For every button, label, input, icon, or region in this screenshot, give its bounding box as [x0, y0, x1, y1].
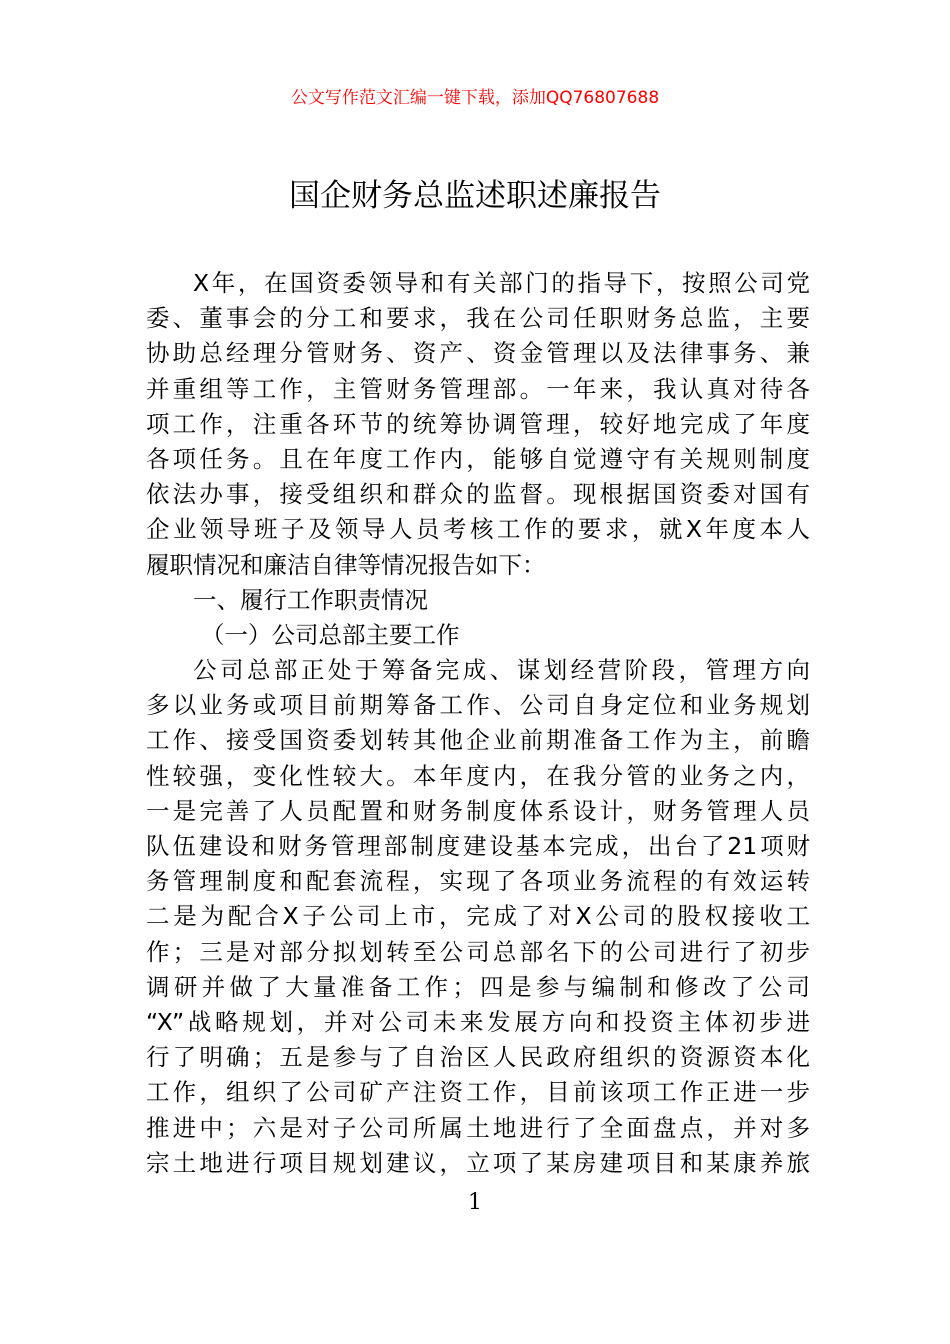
document-body: [146, 266, 810, 1181]
text-line: X年，在国资委领导和有关部门的指导下，按照公司党: [193, 269, 810, 297]
text-line: 企业领导班子及领导人员考核工作的要求，就X年度本人: [146, 515, 810, 544]
text-line: 并重组等工作，主管财务管理部。一年来，我认真对待各: [146, 374, 810, 403]
download-banner[interactable]: 公文写作范文汇编一键下载，添加QQ76807688: [290, 88, 660, 108]
text-line: 委、董事会的分工和要求，我在公司任职财务总监，主要: [146, 304, 810, 333]
text-line: 务管理制度和配套流程，实现了各项业务流程的有效运转: [146, 867, 810, 896]
text-line: 推进中；六是对子公司所属土地进行了全面盘点，并对多: [146, 1113, 810, 1142]
text-line: 工作、接受国资委划转其他企业前期准备工作为主，前瞻: [146, 726, 810, 755]
section-heading: 一、履行工作职责情况: [193, 585, 428, 614]
text-line: 工作，组织了公司矿产注资工作，目前该项工作正进一步: [146, 1078, 810, 1107]
text-line: 行了明确；五是参与了自治区人民政府组织的资源资本化: [146, 1043, 810, 1072]
text-line: 公司总部正处于筹备完成、谋划经营阶段，管理方向: [193, 656, 810, 685]
text-line: 各项任务。且在年度工作内，能够自觉遵守有关规则制度: [146, 444, 810, 473]
document-title: 国企财务总监述职述廉报告: [289, 178, 661, 214]
text-line: 履职情况和廉洁自律等情况报告如下：: [146, 550, 546, 579]
text-line: 二是为配合X子公司上市，完成了对X公司的股权接收工: [146, 902, 810, 931]
text-line: 作；三是对部分拟划转至公司总部名下的公司进行了初步: [146, 937, 810, 966]
text-line: 宗土地进行项目规划建议，立项了某房建项目和某康养旅: [146, 1148, 810, 1177]
text-line: “X”战略规划，并对公司未来发展方向和投资主体初步进: [146, 1007, 810, 1036]
text-line: 调研并做了大量准备工作；四是参与编制和修改了公司: [146, 972, 810, 1001]
text-line: 协助总经理分管财务、资产、资金管理以及法律事务、兼: [146, 339, 810, 368]
text-line: 项工作，注重各环节的统筹协调管理，较好地完成了年度: [146, 409, 810, 438]
text-line: 队伍建设和财务管理部制度建设基本完成，出台了21项财: [146, 832, 810, 860]
subsection-heading: （一）公司总部主要工作: [201, 620, 460, 649]
text-line: 一是完善了人员配置和财务制度体系设计，财务管理人员: [146, 796, 810, 825]
text-line: 性较强，变化性较大。本年度内，在我分管的业务之内，: [146, 761, 810, 790]
text-line: 依法办事，接受组织和群众的监督。现根据国资委对国有: [146, 480, 810, 509]
page-number: 1: [468, 1190, 482, 1215]
text-line: 多以业务或项目前期筹备工作、公司自身定位和业务规划: [146, 691, 810, 720]
